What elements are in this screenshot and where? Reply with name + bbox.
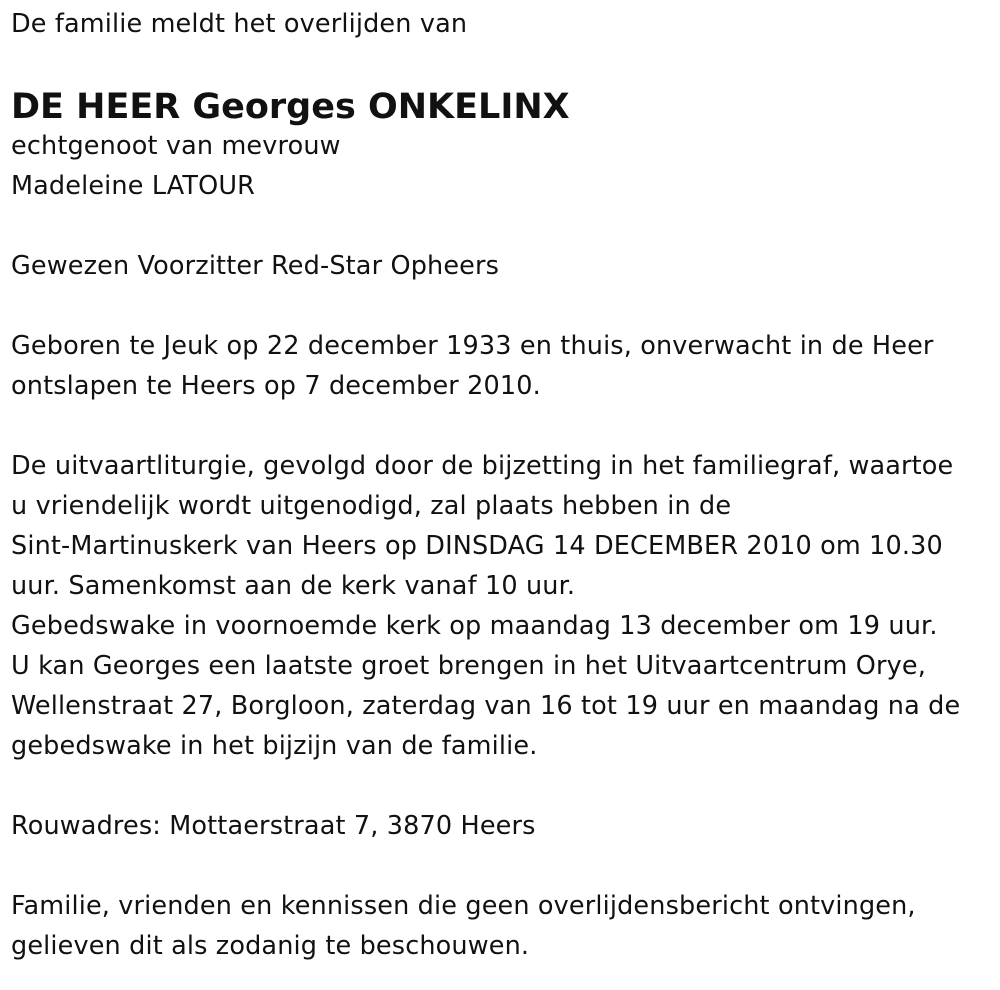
deceased-name: DE HEER Georges ONKELINX bbox=[11, 87, 570, 127]
spacer bbox=[11, 406, 996, 446]
closing-block bbox=[11, 886, 996, 966]
ceremony-block bbox=[11, 446, 996, 766]
text-line: u vriendelijk wordt uitgenodigd, zal plaats hebben in de bbox=[11, 491, 732, 521]
spouse-block bbox=[11, 126, 996, 206]
title-line: Gewezen Voorzitter Red-Star Opheers bbox=[11, 251, 500, 281]
text-line: Sint-Martinuskerk van Heers op DINSDAG 14 DECEMBER 2010 om 10.30 bbox=[11, 531, 943, 561]
text-line: ontslapen te Heers op 7 december 2010. bbox=[11, 371, 541, 401]
spouse-line: echtgenoot van mevrouw bbox=[11, 131, 341, 161]
text-line: De uitvaartliturgie, gevolgd door de bijzetting in het familiegraf, waartoe bbox=[11, 451, 954, 481]
text-line: uur. Samenkomst aan de kerk vanaf 10 uur. bbox=[11, 571, 576, 601]
death-notice bbox=[11, 0, 996, 966]
spacer bbox=[11, 206, 996, 246]
spouse-name: Madeleine LATOUR bbox=[11, 171, 256, 201]
spacer bbox=[11, 286, 996, 326]
text-line: Familie, vrienden en kennissen die geen overlijdensbericht ontvingen, bbox=[11, 891, 916, 921]
spacer bbox=[11, 766, 996, 806]
text-line: gebedswake in het bijzijn van de familie. bbox=[11, 731, 538, 761]
text-line: Wellenstraat 27, Borgloon, zaterdag van 16 tot 19 uur en maandag na de bbox=[11, 691, 961, 721]
text-line: Geboren te Jeuk op 22 december 1933 en thuis, onverwacht in de Heer bbox=[11, 331, 934, 361]
text-line: U kan Georges een laatste groet brengen in het Uitvaartcentrum Orye, bbox=[11, 651, 926, 681]
mourning-address: Rouwadres: Mottaerstraat 7, 3870 Heers bbox=[11, 811, 536, 841]
spacer bbox=[11, 846, 996, 886]
intro-text: De familie meldt het overlijden van bbox=[11, 9, 468, 39]
birth-death-block bbox=[11, 326, 996, 406]
text-line: gelieven dit als zodanig te beschouwen. bbox=[11, 931, 530, 961]
text-line: Gebedswake in voornoemde kerk op maandag 13 december om 19 uur. bbox=[11, 611, 938, 641]
